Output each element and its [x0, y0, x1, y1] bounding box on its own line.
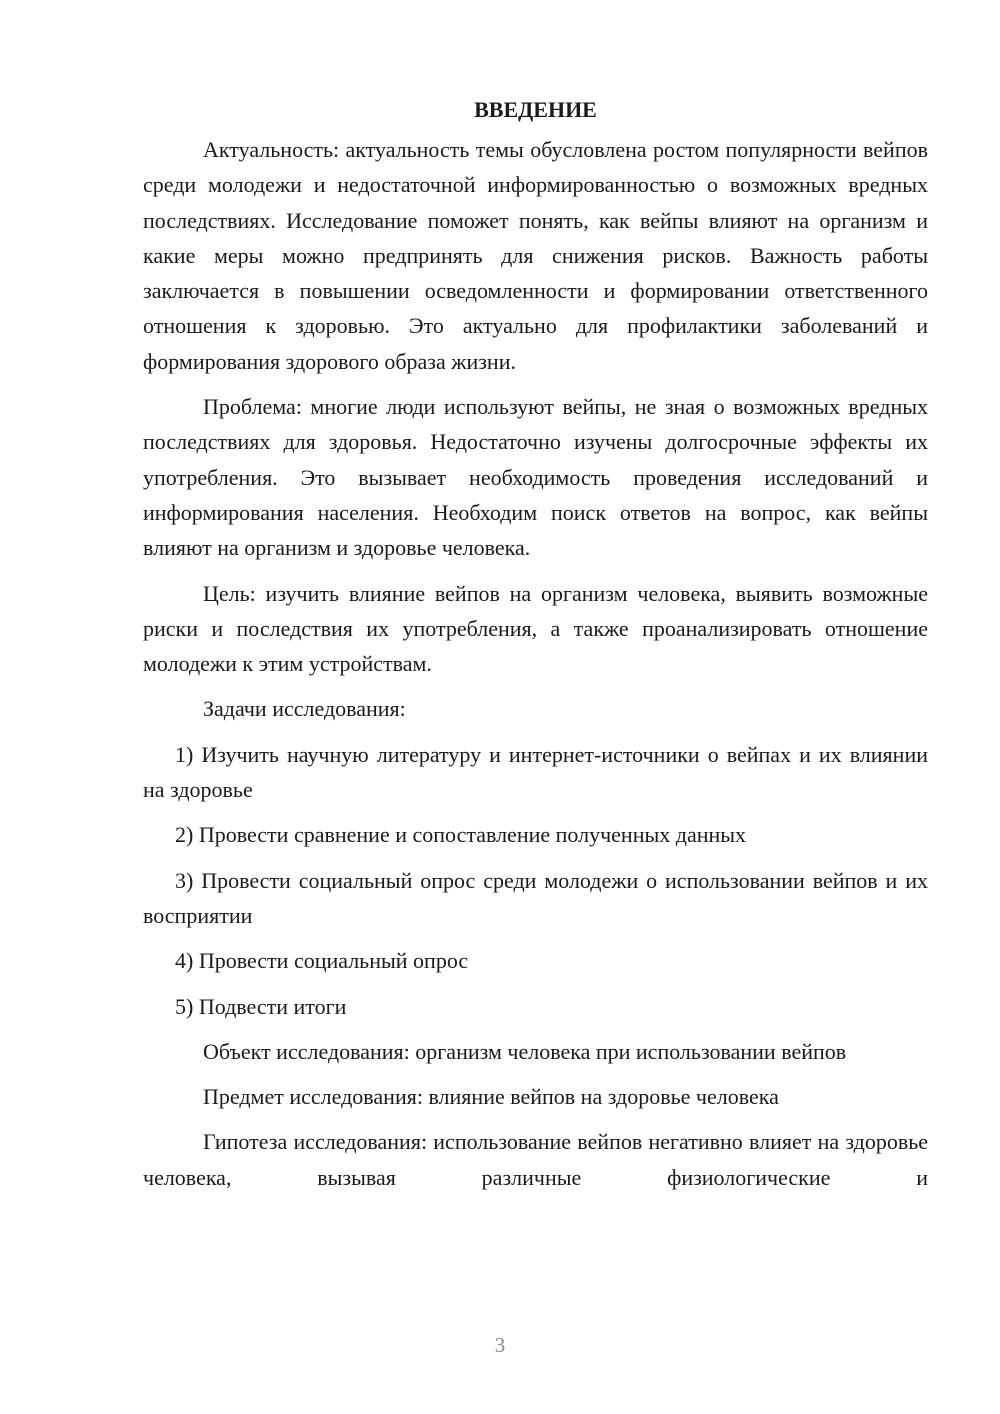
- task-item-3: 3) Провести социальный опрос среди молодежи о использовании вейпов и их восприятии: [143, 867, 928, 928]
- hypothesis-paragraph: Гипотеза исследования: использование вейпов негативно влияет на здоровье человека, вызывая различные физиологические и: [143, 1129, 928, 1190]
- object-paragraph: Объект исследования: организм человека при использовании вейпов: [203, 1038, 847, 1064]
- task-item-2: 2) Провести сравнение и сопоставление полученных данных: [175, 822, 747, 848]
- task-item-4: 4) Провести социальный опрос: [175, 948, 469, 974]
- page-number: 3: [494, 1333, 506, 1357]
- subject-paragraph: Предмет исследования: влияние вейпов на здоровье человека: [203, 1084, 779, 1110]
- problem-paragraph: Проблема: многие люди используют вейпы, не зная о возможных вредных последствиях для здоровья. Недостаточно изучены долгосрочные эффекты их употребления. Это вызывает необходимость проведения исследований и информирования населения. Необходим поиск ответов на вопрос, как вейпы влияют на организм и здоровье человека.: [143, 394, 928, 561]
- tasks-title: Задачи исследования:: [203, 696, 406, 722]
- goal-paragraph: Цель: изучить влияние вейпов на организм человека, выявить возможные риски и последствия их употребления, а также проанализировать отношение молодежи к этим устройствам.: [143, 580, 928, 677]
- section-heading: ВВЕДЕНИЕ: [474, 97, 597, 122]
- relevance-paragraph: Актуальность: актуальность темы обусловлена ростом популярности вейпов среди молодежи и недостаточной информированностью о возможных вредных последствиях. Исследование поможет понять, как вейпы влияют на организм и какие меры можно предпринять для снижения рисков. Важность работы заключается в повышении осведомленности и формировании ответственного отношения к здоровью. Это актуально для профилактики заболеваний и формирования здорового образа жизни.: [143, 137, 928, 374]
- task-item-5: 5) Подвести итоги: [175, 993, 347, 1019]
- document-page: [143, 94, 928, 1205]
- task-item-1: 1) Изучить научную литературу и интернет-источники о вейпах и их влиянии на здоровье: [143, 741, 928, 803]
